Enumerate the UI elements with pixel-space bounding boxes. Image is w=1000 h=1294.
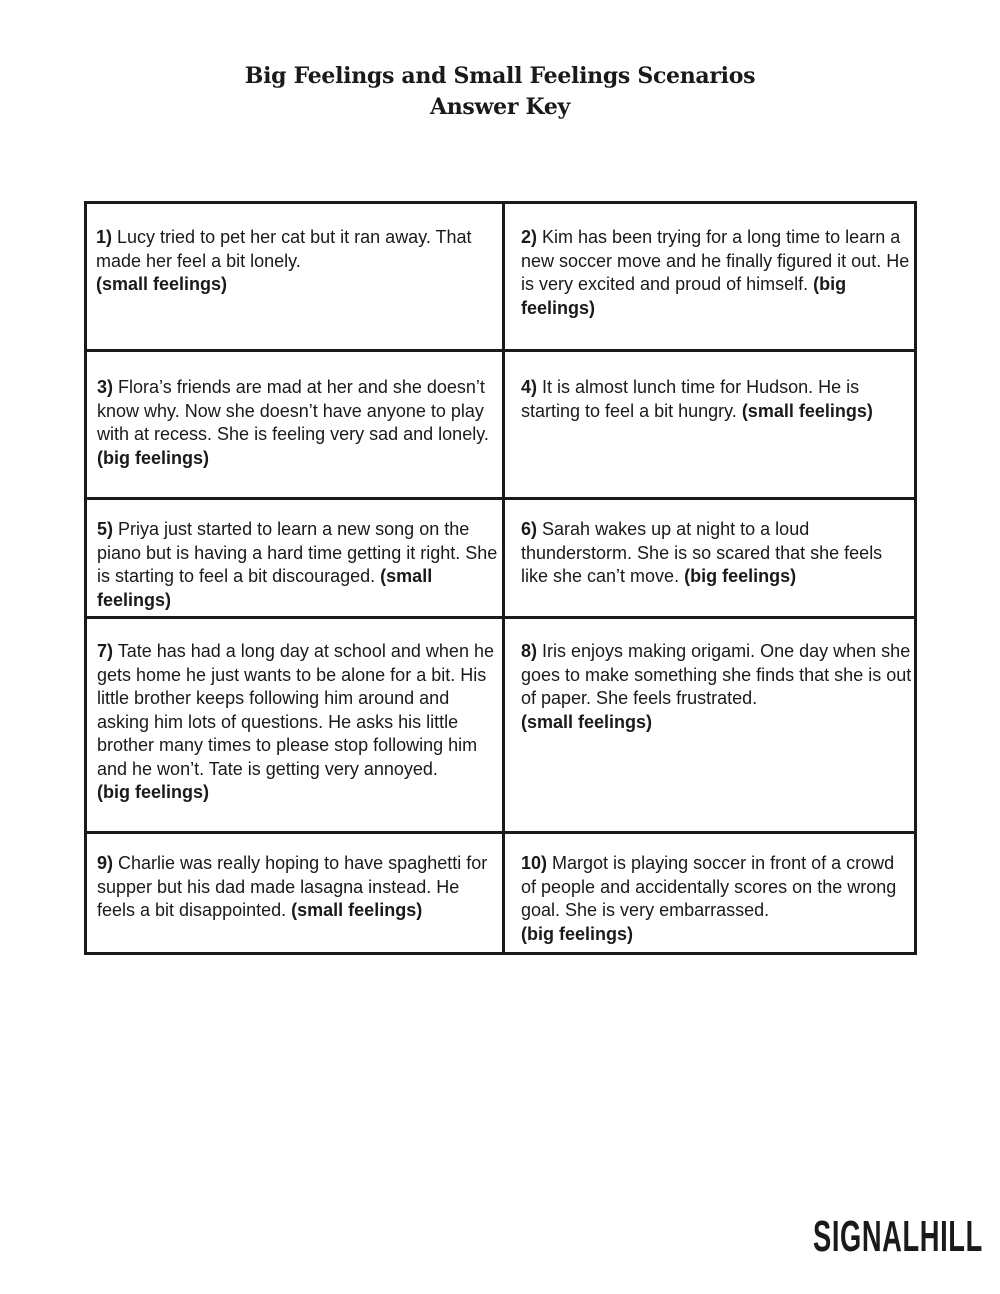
scenario-answer: (big feelings) <box>97 782 209 802</box>
page-title: Big Feelings and Small Feelings Scenarios <box>244 63 756 89</box>
scenario-answer: (big feelings) <box>684 566 797 586</box>
scenario-number: 6) <box>521 519 538 539</box>
scenario-text: Priya just started to learn a new song on the piano but is having a hard time getting it right. She is starting to feel a bit discouraged. <box>97 519 498 586</box>
scenario-cell-5 <box>87 500 505 619</box>
scenario-text: Charlie was really hoping to have spaghetti for supper but his dad made lasagna instead. He feels a bit disappointed. <box>97 853 488 920</box>
scenario-number: 4) <box>521 377 538 397</box>
page-subtitle: Answer Key <box>429 94 571 120</box>
scenario-cell-6 <box>505 500 914 619</box>
scenario-text: Tate has had a long day at school and when he gets home he just wants to be alone for a bit. His little brother keeps following him around and asking him lots of questions. He asks his little brother many times to please stop following him and he won’t. Tate is getting very annoyed. <box>97 641 494 779</box>
scenario-number: 7) <box>97 641 114 661</box>
scenario-number: 8) <box>521 641 538 661</box>
scenario-cell-2 <box>505 204 914 352</box>
scenario-text: Sarah wakes up at night to a loud thunderstorm. She is so scared that she feels like she can’t move. <box>521 519 883 586</box>
scenario-cell-1 <box>87 204 505 352</box>
scenario-text: Kim has been trying for a long time to learn a new soccer move and he finally figured it out. He is very excited and proud of himself. <box>521 227 910 294</box>
scenario-cell-10 <box>505 834 914 952</box>
scenario-number: 1) <box>96 227 113 247</box>
scenario-text: Lucy tried to pet her cat but it ran away. That made her feel a bit lonely. <box>96 227 472 271</box>
scenario-answer: (small feelings) <box>97 566 433 610</box>
scenario-number: 2) <box>521 227 538 247</box>
scenario-answer: (big feelings) <box>521 923 633 944</box>
scenario-number: 3) <box>97 377 114 397</box>
scenario-cell-4 <box>505 352 914 500</box>
scenario-text: Iris enjoys making origami. One day when she goes to make something she finds that she is out of paper. She feels frustrated. <box>521 641 912 708</box>
scenario-table <box>84 201 917 955</box>
scenario-answer: (small feelings) <box>741 400 873 421</box>
scenario-number: 5) <box>97 519 114 539</box>
scenario-answer: (small feelings) <box>521 711 653 732</box>
scenario-cell-3 <box>87 352 505 500</box>
scenario-text: It is almost lunch time for Hudson. He is starting to feel a bit hungry. <box>521 377 860 421</box>
scenario-cell-8 <box>505 619 914 834</box>
scenario-answer: (small feelings) <box>291 900 423 920</box>
scenario-answer: (big feelings) <box>97 447 209 468</box>
signal-hill-logo: SIGNALHILL <box>813 1212 983 1261</box>
scenario-answer: (small feelings) <box>96 274 228 294</box>
scenario-text: Margot is playing soccer in front of a crowd of people and accidentally scores on the wrong goal. She is very embarrassed. <box>521 853 897 920</box>
scenario-answer: (big feelings) <box>521 274 847 318</box>
scenario-number: 9) <box>97 853 114 873</box>
scenario-cell-9 <box>87 834 505 952</box>
scenario-number: 10) <box>521 853 548 873</box>
scenario-text: Flora’s friends are mad at her and she doesn’t know why. Now she doesn’t have anyone to play with at recess. She is feeling very sad and lonely. <box>97 377 489 444</box>
scenario-cell-7 <box>87 619 505 834</box>
